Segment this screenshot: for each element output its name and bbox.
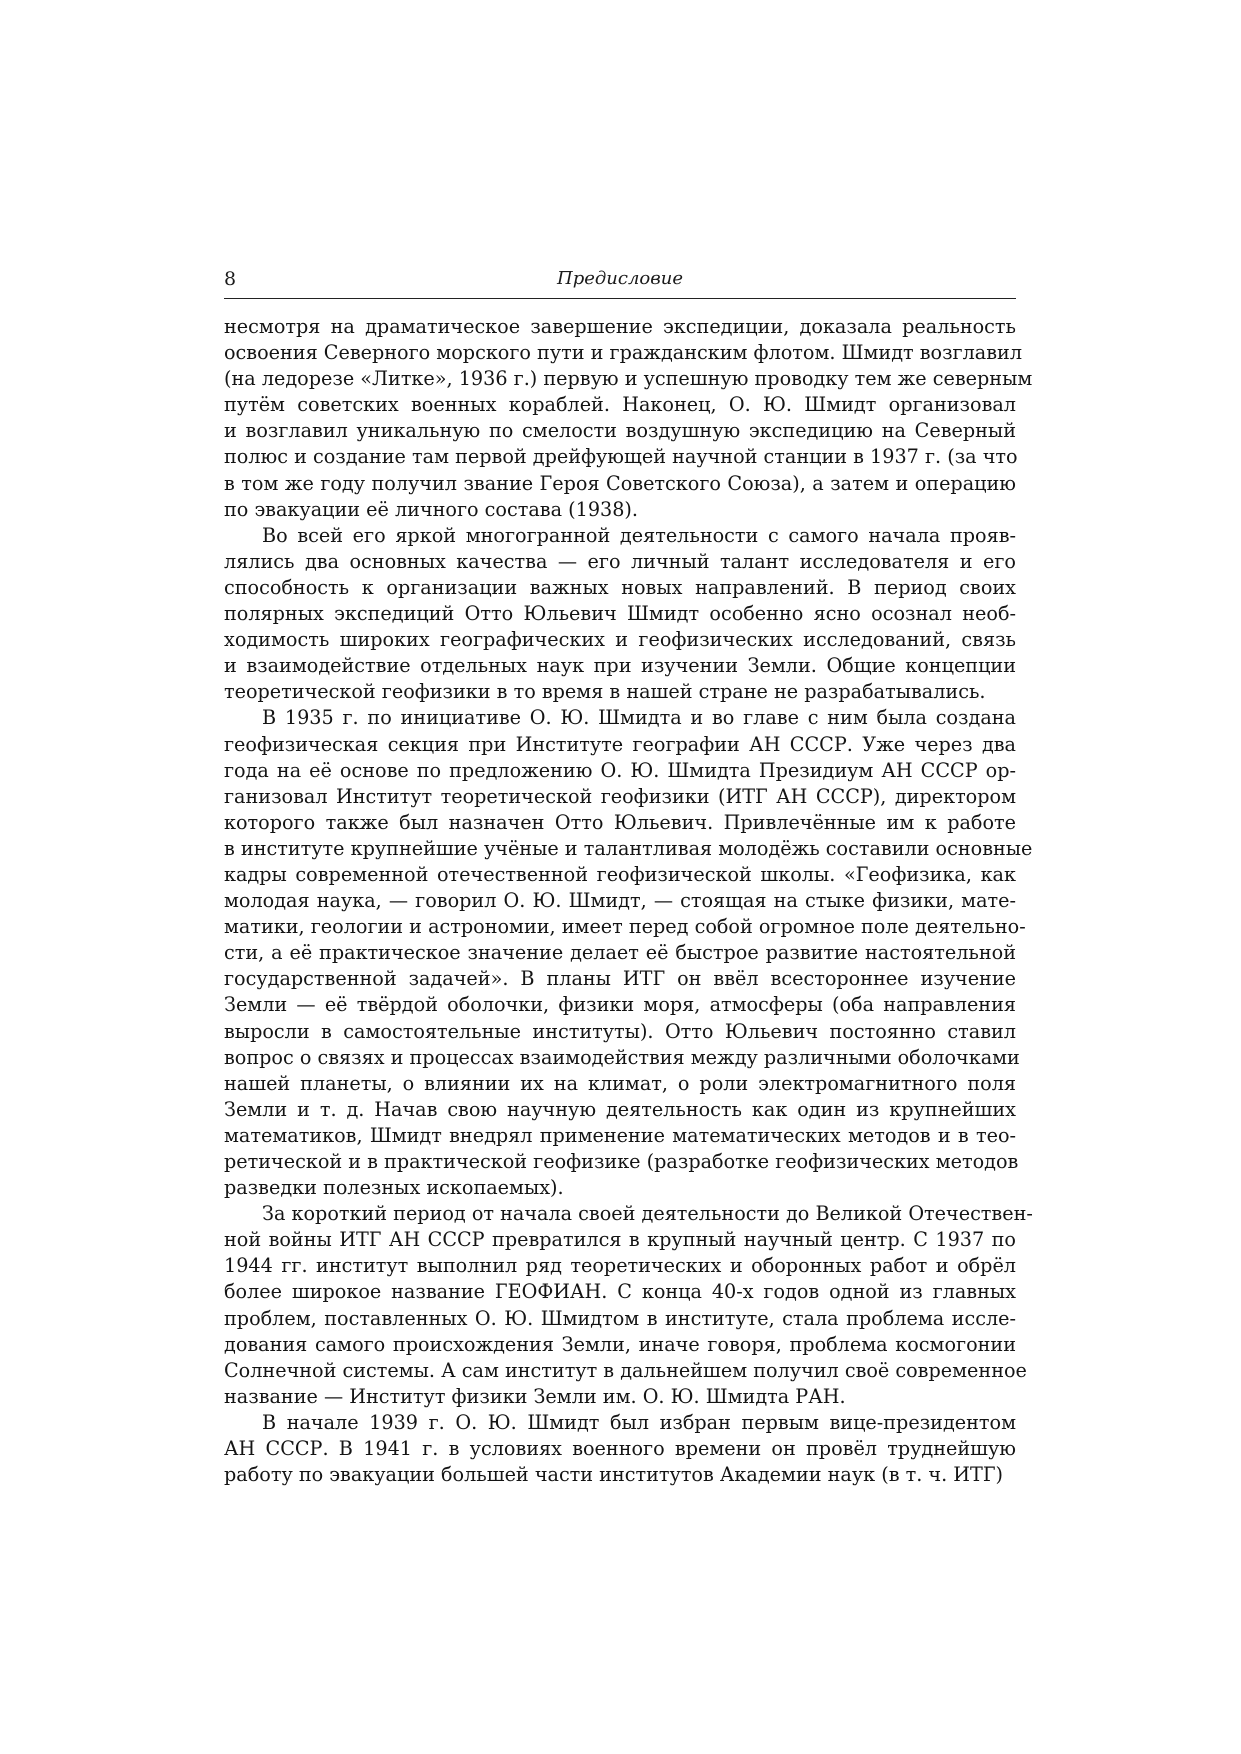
text-line: выросли в самостоятельные институты). Отто Юльевич постоянно ставил — [224, 1019, 1016, 1043]
text-line: математиков, Шмидт внедрял применение математических методов и в тео- — [224, 1123, 1016, 1147]
text-line: вопрос о связях и процессах взаимодействия между различными оболочками — [224, 1045, 1020, 1069]
text-line: В начале 1939 г. О. Ю. Шмидт был избран первым вице-президентом — [262, 1410, 1016, 1434]
paragraph — [224, 705, 1033, 1201]
text-line: несмотря на драматическое завершение экспедиции, доказала реальность — [224, 315, 1016, 338]
paragraph — [224, 314, 1033, 523]
text-line: ной войны ИТГ АН СССР превратился в крупный научный центр. С 1937 по — [224, 1228, 1016, 1252]
text-line: полярных экспедиций Отто Юльевич Шмидт особенно ясно осознал необ- — [224, 602, 1016, 626]
text-line: в том же году получил звание Героя Советского Союза), а затем и операцию — [224, 471, 1016, 495]
text-line: кадры современной отечественной геофизической школы. «Геофизика, как — [224, 862, 1016, 886]
page-number: 8 — [224, 268, 237, 290]
text-line: которого также был назначен Отто Юльевич. Привлечённые им к работе — [224, 810, 1016, 834]
paragraph — [224, 1201, 1033, 1410]
text-line: в институте крупнейшие учёные и талантливая молодёжь составили основные — [224, 836, 1033, 860]
text-line: работу по эвакуации большей части институтов Академии наук (в т. ч. ИТГ) — [224, 1463, 1004, 1487]
text-line: В 1935 г. по инициативе О. Ю. Шмидта и во главе с ним была создана — [262, 706, 1016, 730]
text-line: Солнечной системы. А сам институт в дальнейшем получил своё современное — [224, 1358, 1027, 1382]
text-line: (на ледорезе «Литке», 1936 г.) первую и успешную проводку тем же северным — [224, 367, 1033, 391]
text-line: путём советских военных кораблей. Наконец, О. Ю. Шмидт организовал — [224, 393, 1016, 417]
text-line: полюс и создание там первой дрейфующей научной станции в 1937 г. (за что — [224, 445, 1018, 469]
text-line: государственной задачей». В планы ИТГ он ввёл всестороннее изучение — [224, 967, 1016, 991]
paragraph — [224, 523, 1016, 706]
text-line: молодая наука, — говорил О. Ю. Шмидт, — стоящая на стыке физики, мате- — [224, 889, 1016, 913]
text-line: матики, геологии и астрономии, имеет перед собой огромное поле деятельно- — [224, 915, 1026, 939]
text-line: освоения Северного морского пути и гражданским флотом. Шмидт возглавил — [224, 341, 1023, 365]
text-line: разведки полезных ископаемых). — [224, 1176, 564, 1200]
text-line: ходимость широких географических и геофизических исследований, связь — [224, 628, 1016, 652]
text-line: Земли и т. д. Начав свою научную деятельность как один из крупнейших — [224, 1097, 1016, 1121]
text-line: года на её основе по предложению О. Ю. Шмидта Президиум АН СССР ор- — [224, 758, 1016, 782]
text-line: название — Институт физики Земли им. О. Ю. Шмидта РАН. — [224, 1384, 846, 1408]
text-line: более широкое название ГЕОФИАН. С конца 40-х годов одной из главных — [224, 1280, 1016, 1304]
running-head: Предисловие — [557, 268, 683, 289]
text-line: ганизовал Институт теоретической геофизики (ИТГ АН СССР), директором — [224, 784, 1016, 808]
text-line: дования самого происхождения Земли, иначе говоря, проблема космогонии — [224, 1332, 1016, 1356]
paragraph — [224, 1410, 1016, 1488]
text-line: Земли — её твёрдой оболочки, физики моря, атмосферы (оба направления — [224, 993, 1016, 1017]
text-line: За короткий период от начала своей деятельности до Великой Отечествен- — [262, 1202, 1033, 1226]
body-text — [224, 314, 1033, 1488]
text-line: 1944 гг. институт выполнил ряд теоретических и оборонных работ и обрёл — [224, 1254, 1016, 1278]
text-line: Во всей его яркой многогранной деятельности с самого начала прояв- — [262, 523, 1016, 547]
text-line: и взаимодействие отдельных наук при изучении Земли. Общие концепции — [224, 654, 1016, 678]
text-line: АН СССР. В 1941 г. в условиях военного времени он провёл труднейшую — [224, 1437, 1016, 1461]
text-line: лялись два основных качества — его личный талант исследователя и его — [224, 549, 1016, 573]
text-line: геофизическая секция при Институте географии АН СССР. Уже через два — [224, 732, 1016, 756]
text-line: и возглавил уникальную по смелости воздушную экспедицию на Северный — [224, 419, 1016, 443]
text-line: нашей планеты, о влиянии их на климат, о роли электромагнитного поля — [224, 1071, 1016, 1095]
text-line: по эвакуации её личного состава (1938). — [224, 497, 639, 521]
text-line: проблем, поставленных О. Ю. Шмидтом в институте, стала проблема иссле- — [224, 1306, 1016, 1330]
page-header — [224, 268, 1016, 299]
text-line: ретической и в практической геофизике (разработке геофизических методов — [224, 1150, 1019, 1173]
text-line: теоретической геофизики в то время в нашей стране не разрабатывались. — [224, 680, 986, 704]
text-line: сти, а её практическое значение делает её быстрое развитие настоятельной — [224, 941, 1016, 965]
text-line: способность к организации важных новых направлений. В период своих — [224, 575, 1016, 599]
